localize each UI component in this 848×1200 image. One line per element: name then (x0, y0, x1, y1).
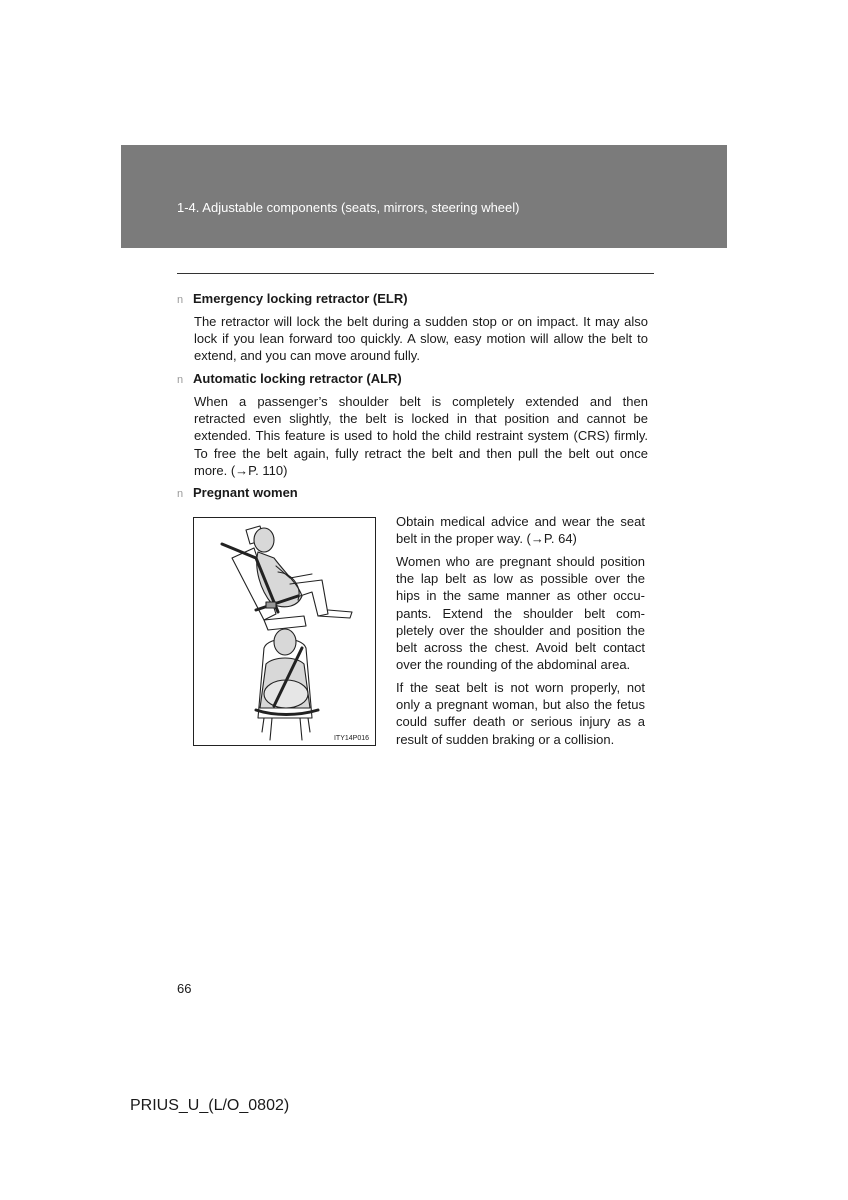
pregnant-woman-seatbelt-icon (194, 518, 377, 747)
figure-code: ITY14P016 (333, 735, 369, 742)
text-line: pants. Extend the shoulder belt com- (396, 605, 645, 621)
text-line: the lap belt as low as possible over the (396, 571, 645, 587)
pregnant-heading-text: Pregnant women (193, 485, 298, 500)
text-line: retracted even slightly, the belt is locked in that position and cannot be (194, 411, 648, 427)
text-line: more. (→P. 110) (194, 462, 288, 478)
text-line: over the rounding of the abdominal area. (396, 657, 631, 673)
bullet-icon: n (177, 294, 184, 306)
text-line: only a pregnant woman, but also the fetus (396, 697, 645, 713)
text-line: extended. This feature is used to hold the child restraint system (CRS) firmly. (194, 428, 648, 444)
text-line: hips in the same manner as other occu- (396, 588, 645, 604)
text-line: belt in the proper way. (→P. 64) (396, 531, 577, 547)
text-line: To free the belt again, fully retract the belt and then pull the belt out once (194, 445, 648, 461)
text-line: If the seat belt is not worn properly, not (396, 680, 645, 695)
pregnant-heading (177, 485, 298, 500)
alr-paragraph (194, 393, 648, 479)
bullet-icon: n (177, 374, 184, 386)
alr-heading (177, 371, 402, 386)
text-line: The retractor will lock the belt during a sudden stop or on impact. It may also (194, 314, 648, 329)
elr-paragraph (194, 313, 648, 365)
header-rule (177, 273, 654, 274)
footer-document-id: PRIUS_U_(L/O_0802) (130, 1097, 290, 1114)
text-line: could suffer death or serious injury as a (396, 714, 645, 730)
pregnant-paragraph-3 (396, 679, 645, 748)
text-line: extend, and you can move around fully. (194, 348, 420, 364)
text-line: Women who are pregnant should position (396, 554, 645, 569)
text-line: lock if you lean forward too quickly. A slow, easy motion will allow the belt to (194, 331, 648, 347)
page-number: 66 (177, 981, 192, 996)
alr-heading-text: Automatic locking retractor (ALR) (193, 371, 402, 386)
text-line: pletely over the shoulder and position the (396, 622, 645, 638)
elr-heading-text: Emergency locking retractor (ELR) (193, 291, 408, 306)
text-line: When a passenger’s shoulder belt is completely extended and then (194, 394, 648, 409)
section-header-band (121, 145, 727, 248)
bullet-icon: n (177, 488, 184, 500)
seatbelt-illustration (193, 517, 376, 746)
pregnant-paragraph-1 (396, 513, 645, 547)
elr-heading (177, 291, 408, 306)
text-line: belt across the chest. Avoid belt contact (396, 640, 645, 656)
text-line: result of sudden braking or a collision. (396, 731, 615, 747)
pregnant-paragraph-2 (396, 553, 645, 673)
text-line: Obtain medical advice and wear the seat (396, 514, 645, 529)
section-title: 1-4. Adjustable components (seats, mirrors, steering wheel) (177, 200, 520, 215)
